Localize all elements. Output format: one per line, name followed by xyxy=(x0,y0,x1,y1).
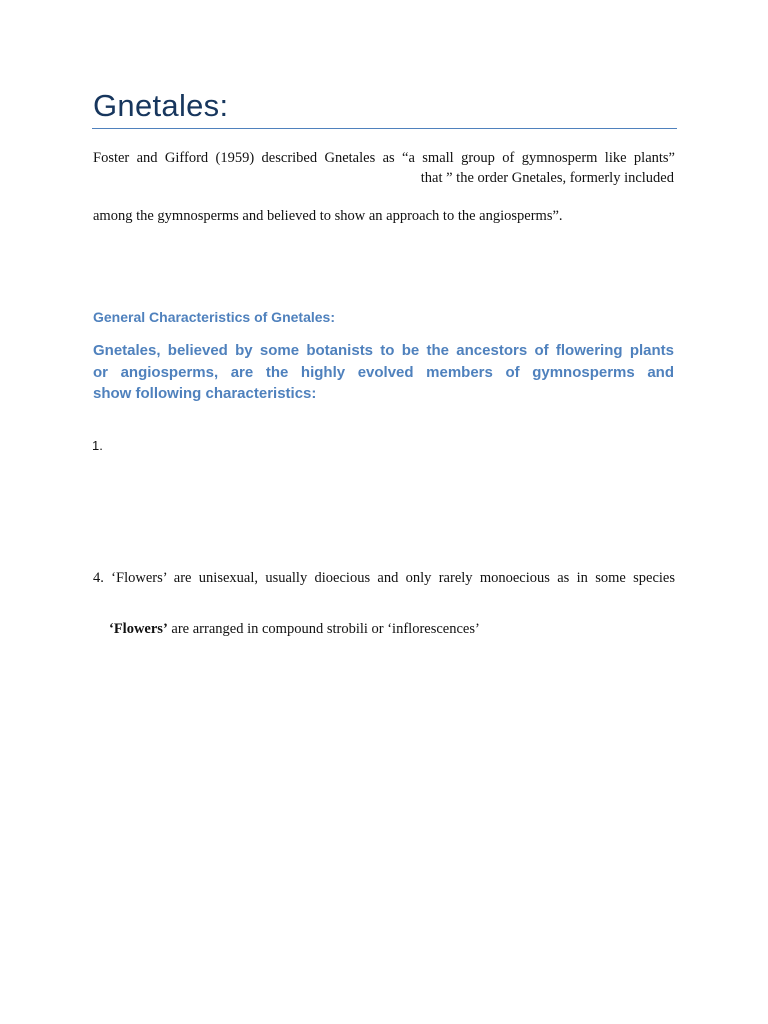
intro-line-2: that ” the order Gnetales, formerly included xyxy=(420,170,674,186)
section-heading: General Characteristics of Gnetales: xyxy=(93,309,335,325)
list-item-5 xyxy=(109,619,480,639)
intro-line-1: Foster and Gifford (1959) described Gnetales as “a small group of gymnosperm like plants” xyxy=(93,150,675,166)
list-item-number: 1. xyxy=(92,438,103,453)
lead-paragraph-line-1: Gnetales, believed by some botanists to be the ancestors of flowering plants xyxy=(93,342,674,359)
intro-line-3: among the gymnosperms and believed to show an approach to the angiosperms”. xyxy=(93,208,563,224)
flowers-term: ‘Flowers’ xyxy=(109,621,168,637)
lead-paragraph-line-3: show following characteristics: xyxy=(93,385,317,402)
list-item-5-text: are arranged in compound strobili or ‘inflorescences’ xyxy=(167,621,480,637)
list-item-4: 4. ‘Flowers’ are unisexual, usually dioecious and only rarely monoecious as in some species xyxy=(93,570,675,586)
lead-paragraph-line-2: or angiosperms, are the highly evolved members of gymnosperms and xyxy=(93,364,674,381)
page-title: Gnetales: xyxy=(93,88,229,123)
title-underline xyxy=(92,128,677,129)
